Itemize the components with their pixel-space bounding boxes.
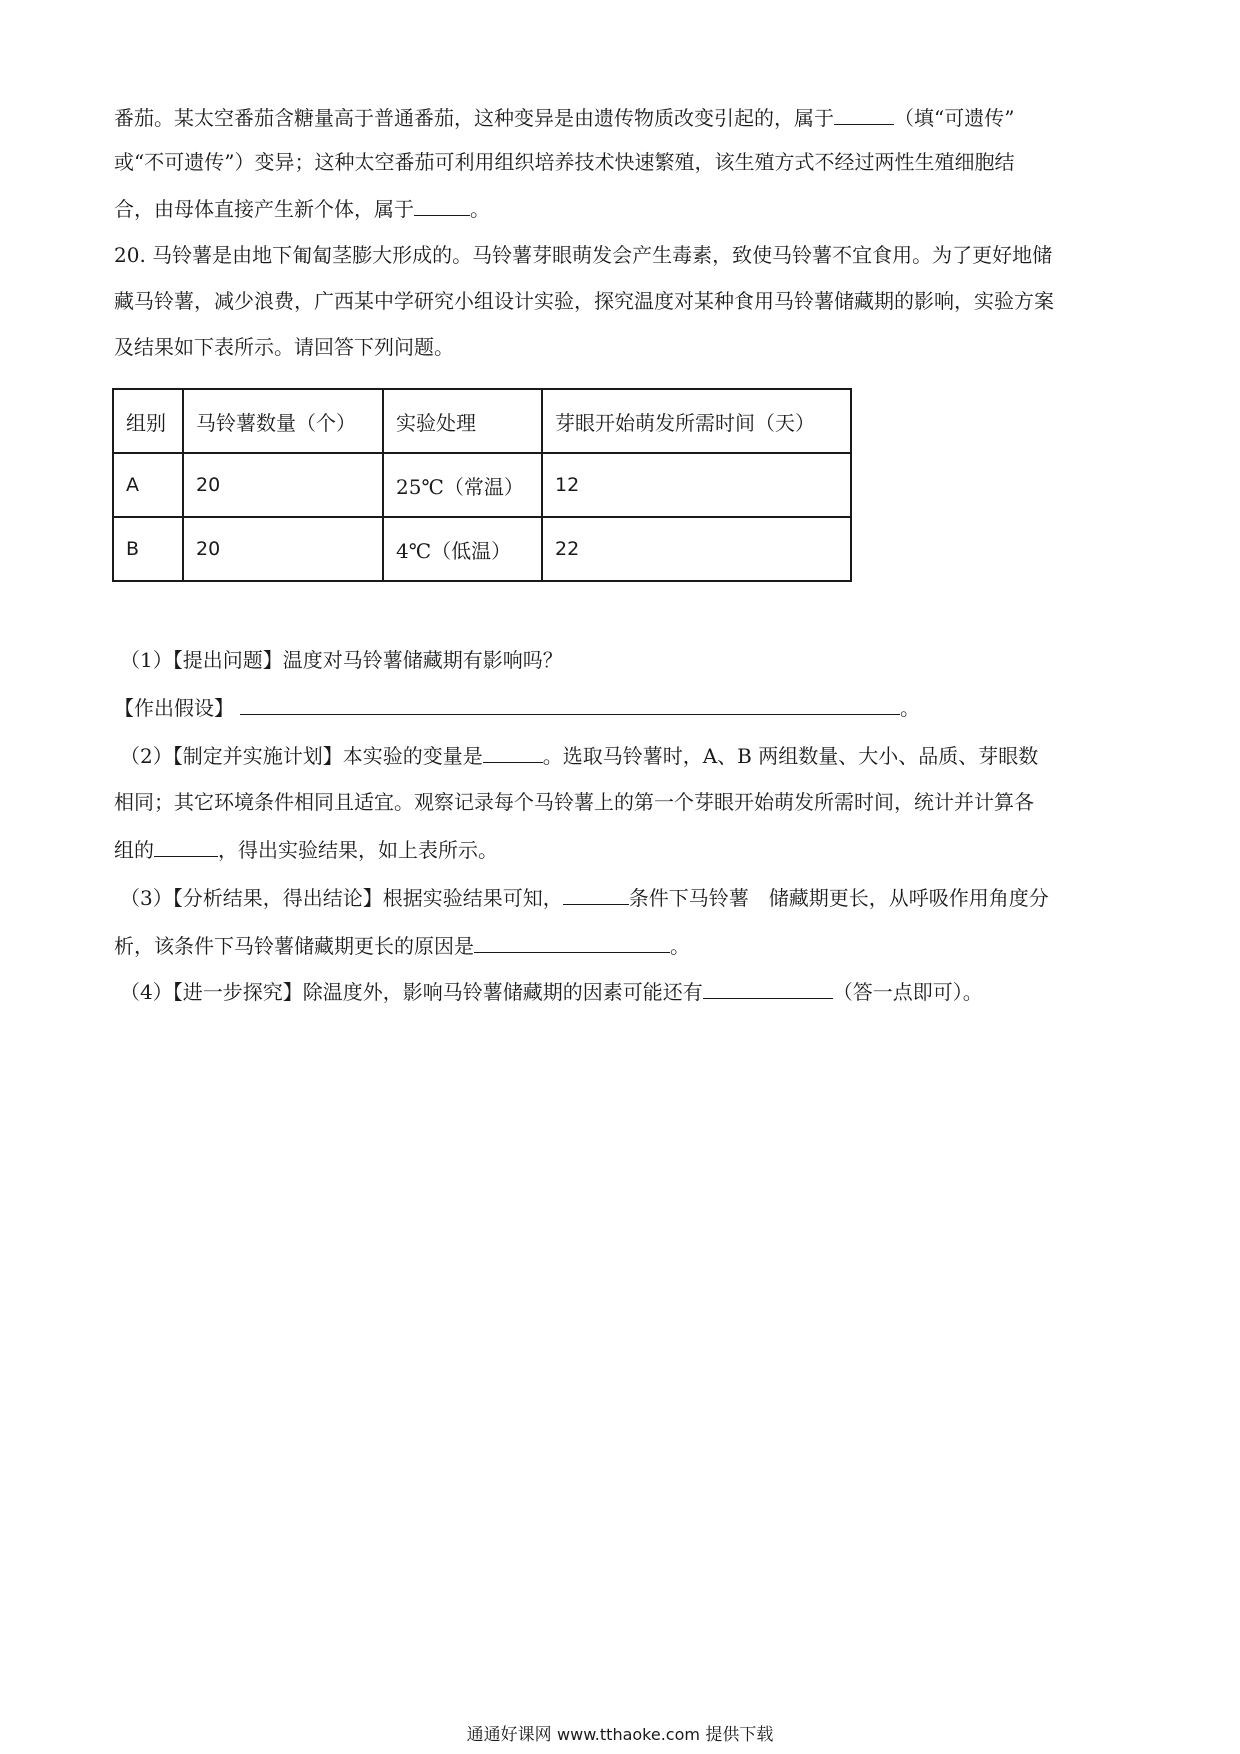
table-cell: 12 [542,453,851,517]
footer-site-name: 通通好课网 [466,1725,552,1745]
table-cell: 4℃（低温） [383,517,542,581]
q-text: 。 [670,934,690,958]
answer-blank[interactable] [703,976,833,999]
page-footer [0,1724,1240,1746]
q-text: 。 [900,696,920,720]
answer-blank[interactable] [483,740,543,763]
q-text: 条件下马铃薯 储藏期更长，从呼吸作用角度分 [628,886,1049,910]
table-cell: 20 [183,517,383,581]
answer-blank[interactable] [563,882,629,905]
hypothesis-label: 【作出假设】 [114,696,234,720]
intro-text: 番茄。某太空番茄含糖量高于普通番茄，这种变异是由遗传物质改变引起的，属于 [114,106,834,130]
q2-line-2: 相同；其它环境条件相同且适宜。观察记录每个马铃薯上的第一个芽眼开始萌发所需时间，统计并计算各 [114,790,1034,814]
q4-line [120,976,1140,1007]
table-cell: 25℃（常温） [383,453,542,517]
table-header-cell: 实验处理 [383,389,542,453]
table-row [113,517,851,581]
intro-text: 合，由母体直接产生新个体，属于 [114,197,414,221]
q-text: （答一点即可）。 [832,980,983,1004]
intro-text: 。 [470,197,490,221]
q2-line-1 [120,740,1140,771]
table-cell: 20 [183,453,383,517]
intro-text: （填“可遗传” [894,106,1015,130]
q2-line-3 [114,834,1134,865]
table-cell: B [113,517,183,581]
intro-line-3 [114,193,1134,224]
intro-line-1 [114,102,1134,133]
table-header-cell: 组别 [113,389,183,453]
q3-line-1 [120,882,1140,913]
q-text: ，得出实验结果，如上表所示。 [218,838,498,862]
q20-line-3: 及结果如下表所示。请回答下列问题。 [114,335,454,359]
q3-line-2 [114,930,1134,961]
table-header-row [113,389,851,453]
q20-line-1: 20. 马铃薯是由地下匍匐茎膨大形成的。马铃薯芽眼萌发会产生毒素，致使马铃薯不宜食用。为了更好地储 [114,243,1053,267]
q1-line: （1）【提出问题】温度对马铃薯储藏期有影响吗？ [120,648,563,672]
answer-blank[interactable] [414,193,470,216]
q-text: （4）【进一步探究】除温度外，影响马铃薯储藏期的因素可能还有 [120,980,703,1004]
answer-blank[interactable] [474,930,670,953]
table-header-cell: 马铃薯数量（个） [183,389,383,453]
experiment-table [112,388,852,582]
footer-tail: 提供下载 [705,1725,774,1745]
intro-line-2: 或“不可遗传”）变异；这种太空番茄可利用组织培养技术快速繁殖，该生殖方式不经过两性生殖细胞结 [114,150,1015,174]
footer-url[interactable]: www.tthaoke.com [557,1725,700,1744]
table-header-cell: 芽眼开始萌发所需时间（天） [542,389,851,453]
answer-blank[interactable] [834,102,894,125]
q-text: 组的 [114,838,154,862]
q-text: （3）【分析结果，得出结论】根据实验结果可知， [120,886,563,910]
q-text: 。选取马铃薯时，A、B 两组数量、大小、品质、芽眼数 [542,744,1039,768]
answer-blank[interactable] [240,692,900,715]
table-row [113,453,851,517]
q1-hypothesis-line [114,692,1134,723]
q20-line-2: 藏马铃薯，减少浪费，广西某中学研究小组设计实验，探究温度对某种食用马铃薯储藏期的影响，实验方案 [114,289,1054,313]
table-cell: A [113,453,183,517]
answer-blank[interactable] [154,834,218,857]
q-text: 析，该条件下马铃薯储藏期更长的原因是 [114,934,474,958]
q-text: （2）【制定并实施计划】本实验的变量是 [120,744,483,768]
table-cell: 22 [542,517,851,581]
